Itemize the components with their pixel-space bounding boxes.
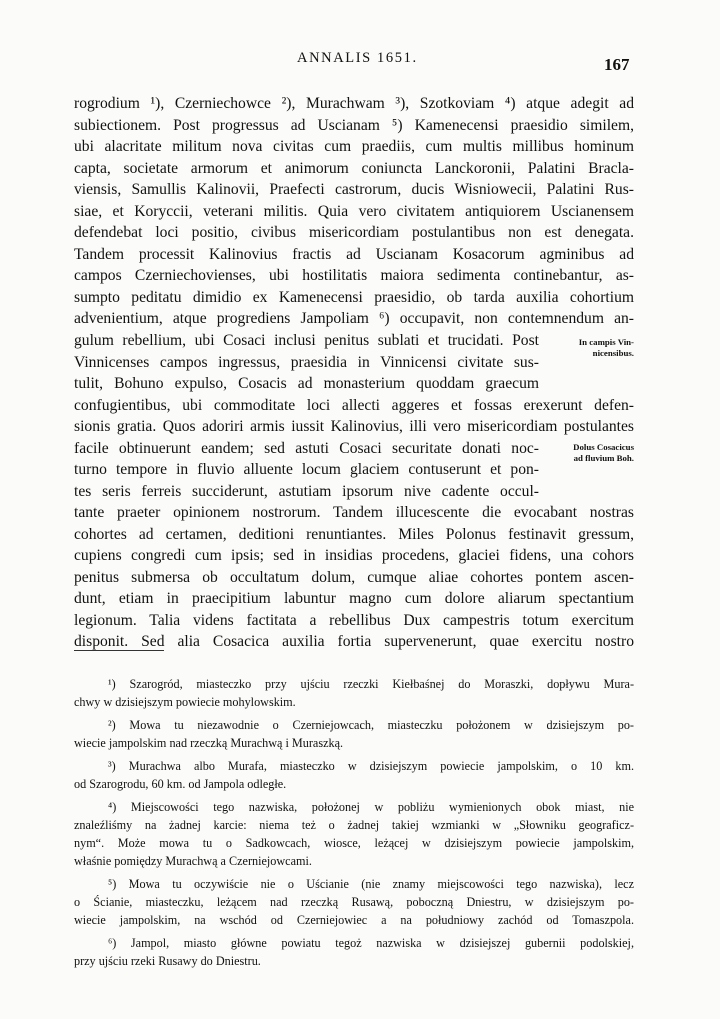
footnote-line: od Szarogrodu, 60 km. od Jampola odległe. — [74, 777, 287, 791]
footnote-line: ¹) Szarogród, miasteczko przy ujściu rzeczki Kiełbaśnej do Moraszki, dopływu Mura- — [108, 677, 634, 691]
body-line: siae, et Koryccii, veterani militis. Quia vero civitatem antiquiorem Uscianensem — [74, 203, 634, 220]
footnote-line: o Ścianie, miasteczku, leżącem nad rzeczką Rusawą, poboczną Dniestru, w dzisiejszym po- — [74, 895, 634, 909]
margin-note — [548, 337, 634, 359]
footnote-line: wiecie jampolskim, na wschód od Czerniejowiec a na południowy zachód od Tomaszpola. — [74, 913, 634, 927]
body-line: advenientium, atque progrediens Jampoliam ⁶) occupavit, non contemnendum an- — [74, 310, 634, 327]
footnote-line: ³) Murachwa albo Murafa, miasteczko w dzisiejszym powiecie jampolskim, o 10 km. — [108, 759, 634, 773]
footnote-line: chwy w dzisiejszym powiecie mohylowskim. — [74, 695, 296, 709]
page-number: 167 — [604, 55, 630, 74]
body-line: subiectionem. Post progressus ad Uscianam ⁵) Kamenecensi praesidio similem, — [74, 117, 634, 134]
body-line: viensis, Samullis Kalinovii, Praefecti castrorum, ducis Wisniowecii, Palatini Rus- — [74, 181, 634, 198]
body-line: confugientibus, ubi commoditate loci allecti aggeres et fossas erexerunt defen- — [74, 397, 634, 414]
body-line: disponit. Sed alia Cosacica auxilia fortia supervenerunt, quae exercitu nostro — [74, 633, 634, 650]
footnote-line: znaleźliśmy na żadnej karcie: niema też o żadnej takiej wzmianki w „Słowniku geograficz- — [74, 818, 634, 832]
body-line: penitus submersa ob occultatum dolum, cumque aliae cohortes pontem ascen- — [74, 569, 634, 586]
body-line: tante praeter opinionem nostrorum. Tandem illucescente die evocabant nostras — [74, 504, 634, 521]
footnote-line: nym“. Może mowa tu o Sadkowcach, wiosce, leżącej w dzisiejszym powiecie jampolskim, — [74, 836, 634, 850]
body-line: Vinnicenses campos ingressus, praesidia in Vinnicensi civitate sus- — [74, 354, 539, 371]
body-line: defendebat loci positio, civibus misericordiam postulantibus non est denegata. — [74, 224, 634, 241]
body-line: sionis gratia. Quos adoriri armis iussit Kalinovius, illi vero misericordiam postulantes — [74, 418, 634, 435]
footnote-separator — [74, 650, 164, 651]
footnote-line: przy ujściu rzeki Rusawy do Dniestru. — [74, 954, 261, 968]
body-line: facile obtinuerunt eandem; sed astuti Cosaci securitate donati noc- — [74, 440, 539, 457]
margin-note — [548, 442, 634, 464]
body-line: sumpto peditatu dimidio ex Kamenecensi praesidio, ob tarda auxilia cohortium — [74, 289, 634, 306]
body-line: cupiens congredi cum ipsis; sed in insidias procedens, glaciei fidens, una cohors — [74, 547, 634, 564]
body-line: cohortes ad certamen, deditioni renuntiantes. Miles Polonus festinavit gressum, — [74, 526, 634, 543]
body-line: tulit, Bohuno expulso, Cosacis ad monasterium quoddam graecum — [74, 375, 539, 392]
footnote-line: właśnie pomiędzy Murachwą a Czerniejowcami. — [74, 854, 312, 868]
footnote-line: wiecie jampolskim nad rzeczką Murachwą i Muraszką. — [74, 736, 344, 750]
footnote-line: ⁵) Mowa tu oczywiście nie o Uścianie (nie znamy miejscowości tego nazwiska), lecz — [108, 877, 634, 891]
body-line: legionum. Talia videns factitata a rebellibus Dux campestris totum exercitum — [74, 612, 634, 629]
body-line: rogrodium ¹), Czerniechowce ²), Murachwam ³), Szotkoviam ⁴) atque adegit ad — [74, 95, 634, 112]
body-line: ubi alacritate militum nova civitas cum praediis, cum multis millibus hominum — [74, 138, 634, 155]
body-line: Tandem processit Kalinovius fractis ad Uscianam Kosacorum agminibus ad — [74, 246, 634, 263]
body-line: turno tempore in fluvio alluente locum glaciem contuserunt et pon- — [74, 461, 539, 478]
running-header-title: ANNALIS 1651. — [297, 50, 418, 66]
body-line: dunt, etiam in praecipitium labuntur magno cum dolore aliarum spectantium — [74, 590, 634, 607]
body-line: campos Czerniechovienses, ubi hostilitatis maiora sedimenta continebantur, as- — [74, 267, 634, 284]
footnote-line: ⁶) Jampol, miasto główne powiatu tegoż nazwiska w dzisiejszej gubernii podolskiej, — [108, 936, 634, 950]
body-line: tes seris ferreis succiderunt, astutiam ipsorum nive cadente occul- — [74, 483, 539, 500]
margin-note-line: nicensibus. — [592, 348, 634, 358]
margin-note-line: ad fluvium Boh. — [573, 453, 634, 463]
body-line: capta, societate armorum et animorum coniuncta Lanckoronii, Palatini Bracla- — [74, 160, 634, 177]
margin-note-line: Dolus Cosacicus — [573, 442, 634, 452]
footnote-line: ⁴) Miejscowości tego nazwiska, położonej w pobliżu wymienionych obok miast, nie — [108, 800, 634, 814]
margin-note-line: In campis Vin- — [578, 337, 634, 347]
footnote-line: ²) Mowa tu niezawodnie o Czerniejowcach, miasteczku położonem w dzisiejszym po- — [108, 718, 634, 732]
body-line: gulum rebellium, ubi Cosaci inclusi penitus sublati et trucidati. Post — [74, 332, 539, 349]
